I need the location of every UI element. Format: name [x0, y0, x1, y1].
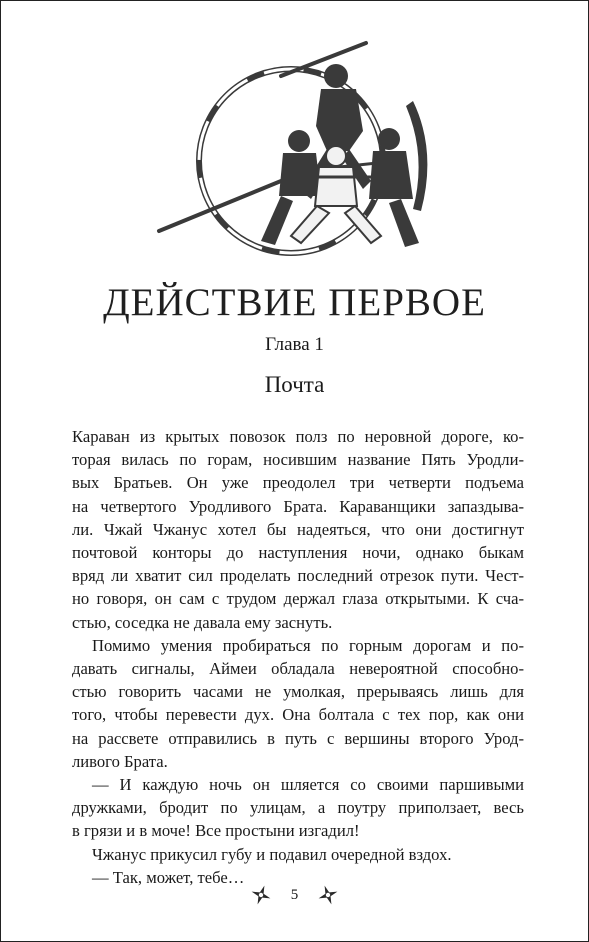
text-line: на четвертого Уродливого Брата. Караванщики запаздыва- [72, 496, 524, 516]
martial-artists-illustration [151, 31, 441, 261]
text-line: — Так, может, тебе… [92, 867, 245, 887]
text-line: Чжанус прикусил губу и подавил очередной вздох. [92, 844, 452, 864]
text-line: Караван из крытых повозок полз по неровной дороге, ко- [72, 427, 524, 446]
act-title: ДЕЙСТВИЕ ПЕРВОЕ [103, 281, 486, 325]
page-number: 5 [290, 886, 299, 903]
text-line: — И каждую ночь он шляется со своими паршивыми [92, 775, 524, 795]
text-line: стью, соседка не давала ему заснуть. [72, 612, 333, 632]
shuriken-icon [316, 883, 340, 907]
text-line: давать сигналы, Аймеи обладала невероятной способно- [72, 659, 524, 679]
text-line: в грязи и в моче! Все простыни изгадил! [72, 821, 360, 841]
text-line: торая вилась по горам, носившим название Пять Уродли- [72, 450, 524, 470]
shuriken-icon [249, 883, 273, 907]
text-line: дружками, бродит по улицам, а поутру приползает, весь [72, 798, 524, 818]
text-line: стью говорить часами не умолкая, прерываясь лишь для [72, 682, 524, 702]
chapter-label: Глава 1 [265, 334, 324, 355]
text-line: почтовой конторы до наступления ночи, однако быкам [72, 543, 524, 563]
text-line: на рассвете отправились в путь с вершины второго Урод- [72, 728, 524, 748]
text-line: вряд ли хватит сил проделать последний отрезок пути. Чест- [72, 566, 524, 586]
text-line: ливого Брата. [72, 751, 168, 771]
chapter-title: Почта [264, 372, 325, 397]
text-line: но говоря, он сам с трудом держал глаза открытыми. К сча- [72, 589, 524, 609]
page-footer [1, 883, 588, 907]
text-line: Помимо умения пробираться по горным дорогам и по- [92, 635, 524, 655]
text-line: вых Братьев. Он уже преодолел три четверти подъема [72, 473, 524, 493]
text-line: ли. Чжай Чжанус хотел бы надеяться, что они достигнут [72, 519, 524, 539]
text-line: того, чтобы перевести дух. Она болтала с тех пор, как они [72, 705, 524, 725]
chapter-body-text [72, 425, 524, 889]
